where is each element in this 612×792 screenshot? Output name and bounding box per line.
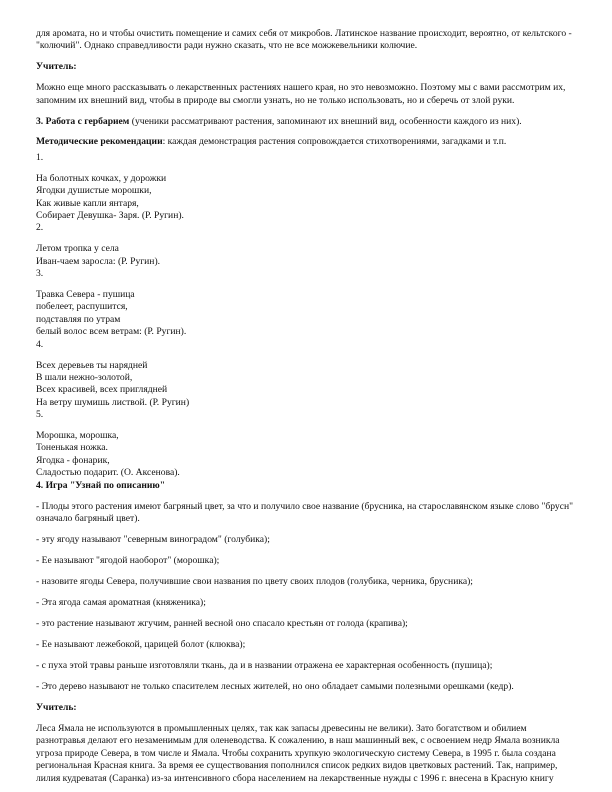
- game-item: - Ее называют "ягодой наоборот" (морошка);: [36, 555, 220, 566]
- teacher-paragraph: Можно еще много рассказывать о лекарственных растениях нашего края, но это невозможно. Поэтому мы с вами рассмотрим их, запомним их внешний вид, чтобы в природе вы смогли узнать, но не только использовать, но и сберечь от злой руки.: [36, 82, 566, 106]
- poem: [36, 243, 576, 268]
- poem-line: Тоненькая ножка.: [36, 442, 108, 454]
- poem-line: побелеет, распушится,: [36, 301, 128, 313]
- poem-line: Иван-чаем заросла: (Р. Ругин).: [36, 255, 161, 267]
- poem-line: Морошка, морошка,: [36, 430, 119, 442]
- teacher-label: Учитель:: [36, 702, 77, 713]
- poem-line: Собирает Девушка- Заря. (Р. Ругин).: [36, 209, 184, 221]
- game-item: - эту ягоду называют "северным виноградом" (голубика);: [36, 534, 270, 545]
- game-item: - Это дерево называют не только спасителем лесных жителей, но оно обладает самыми полезными орешками (кедр).: [36, 681, 514, 692]
- section-3-text: (ученики рассматривают растения, запоминают их внешний вид, особенности каждого из них).: [129, 115, 522, 127]
- teacher-paragraph: Леса Ямала не используются в промышленных целях, так как запасы древесины не велики). Зато богатством и обилием разнотравья делают его незаменимым для оленеводства. К сожалению, в наш машинный век, с освоением недр Ямала возникла угроза природе Севера, в том числе и Ямала. Чтобы сохранить хрупкую экологическую систему Севера, в 1995 г. была создана региональная Красная книга. За время ее существования пополнился список редких видов цветковых растений. Так, например, лилия кудреватая (Саранка) из-за интенсивного сбора населением на лекарственные нужды с 1996 г. внесена в Красную книгу: [36, 722, 560, 784]
- poem: [36, 173, 576, 223]
- poem-number: 4.: [36, 338, 44, 350]
- game-list: [36, 501, 576, 694]
- poem-number: 5.: [36, 409, 44, 421]
- section-3-title: 3. Работа с гербарием: [36, 115, 130, 127]
- poem-line: Сладостью подарит. (О. Аксенова).: [36, 467, 180, 479]
- poem: [36, 430, 576, 480]
- poem-line: Ягодки душистые морошки,: [36, 185, 152, 197]
- poem-line: На болотных кочках, у дорожки: [36, 172, 167, 184]
- poem: [36, 289, 576, 339]
- teacher-label: Учитель:: [36, 61, 77, 73]
- poem: [36, 360, 576, 410]
- poem-line: Всех деревьев ты нарядней: [36, 359, 148, 371]
- method-label: Методические рекомендации: [36, 136, 163, 148]
- poem-line: На ветру шумишь листвой. (Р. Ругин): [36, 396, 190, 408]
- game-item: - это растение называют жгучим, ранней весной оно спасало крестьян от голода (крапива);: [36, 618, 408, 629]
- poem-number: 3.: [36, 268, 44, 280]
- method-paragraph: [36, 136, 576, 148]
- section-3-heading: [36, 116, 576, 128]
- poem-block: [36, 152, 576, 480]
- poem-line: Травка Севера - пушица: [36, 289, 135, 300]
- poem-line: Летом тропка у села: [36, 243, 119, 255]
- poem-number: 2.: [36, 222, 44, 234]
- poem-line: В шали нежно-золотой,: [36, 371, 133, 383]
- game-item: - Плоды этого растения имеют багряный цвет, за что и получило свое название (брусника, на старославянском языке слово "брусн" означало багряный цвет).: [36, 500, 574, 524]
- document-page: [36, 28, 576, 785]
- game-item: - назовите ягоды Севера, получившие свои названия по цвету своих плодов (голубика, черника, брусника);: [36, 576, 473, 587]
- poem-line: Всех красивей, всех приглядней: [36, 384, 168, 396]
- poem-line: белый волос всем ветрам: (Р. Ругин).: [36, 326, 187, 338]
- section-4-heading: 4. Игра "Узнай по описанию": [36, 479, 166, 491]
- game-item: - с пуха этой травы раньше изготовляли ткань, да и в названии отражена ее характерная особенность (пушица);: [36, 660, 493, 671]
- poem-number: 1.: [36, 151, 44, 163]
- game-item: - Ее называют лежебокой, царицей болот (клюква);: [36, 639, 246, 650]
- poem-line: Как живые капли янтаря,: [36, 197, 139, 209]
- method-text: : каждая демонстрация растения сопровождается стихотворениями, загадками и т.п.: [162, 136, 507, 148]
- poem-line: Ягодка - фонарик,: [36, 454, 110, 466]
- poem-line: подставляя по утрам: [36, 313, 121, 325]
- game-item: - Эта ягода самая ароматная (княженика);: [36, 597, 206, 608]
- intro-paragraph: для аромата, но и чтобы очистить помещение и самих себя от микробов. Латинское название происходит, вероятно, от кельтского - "колючий". Однако справедливости ради нужно сказать, что не все можжевельники колючие.: [36, 28, 572, 52]
